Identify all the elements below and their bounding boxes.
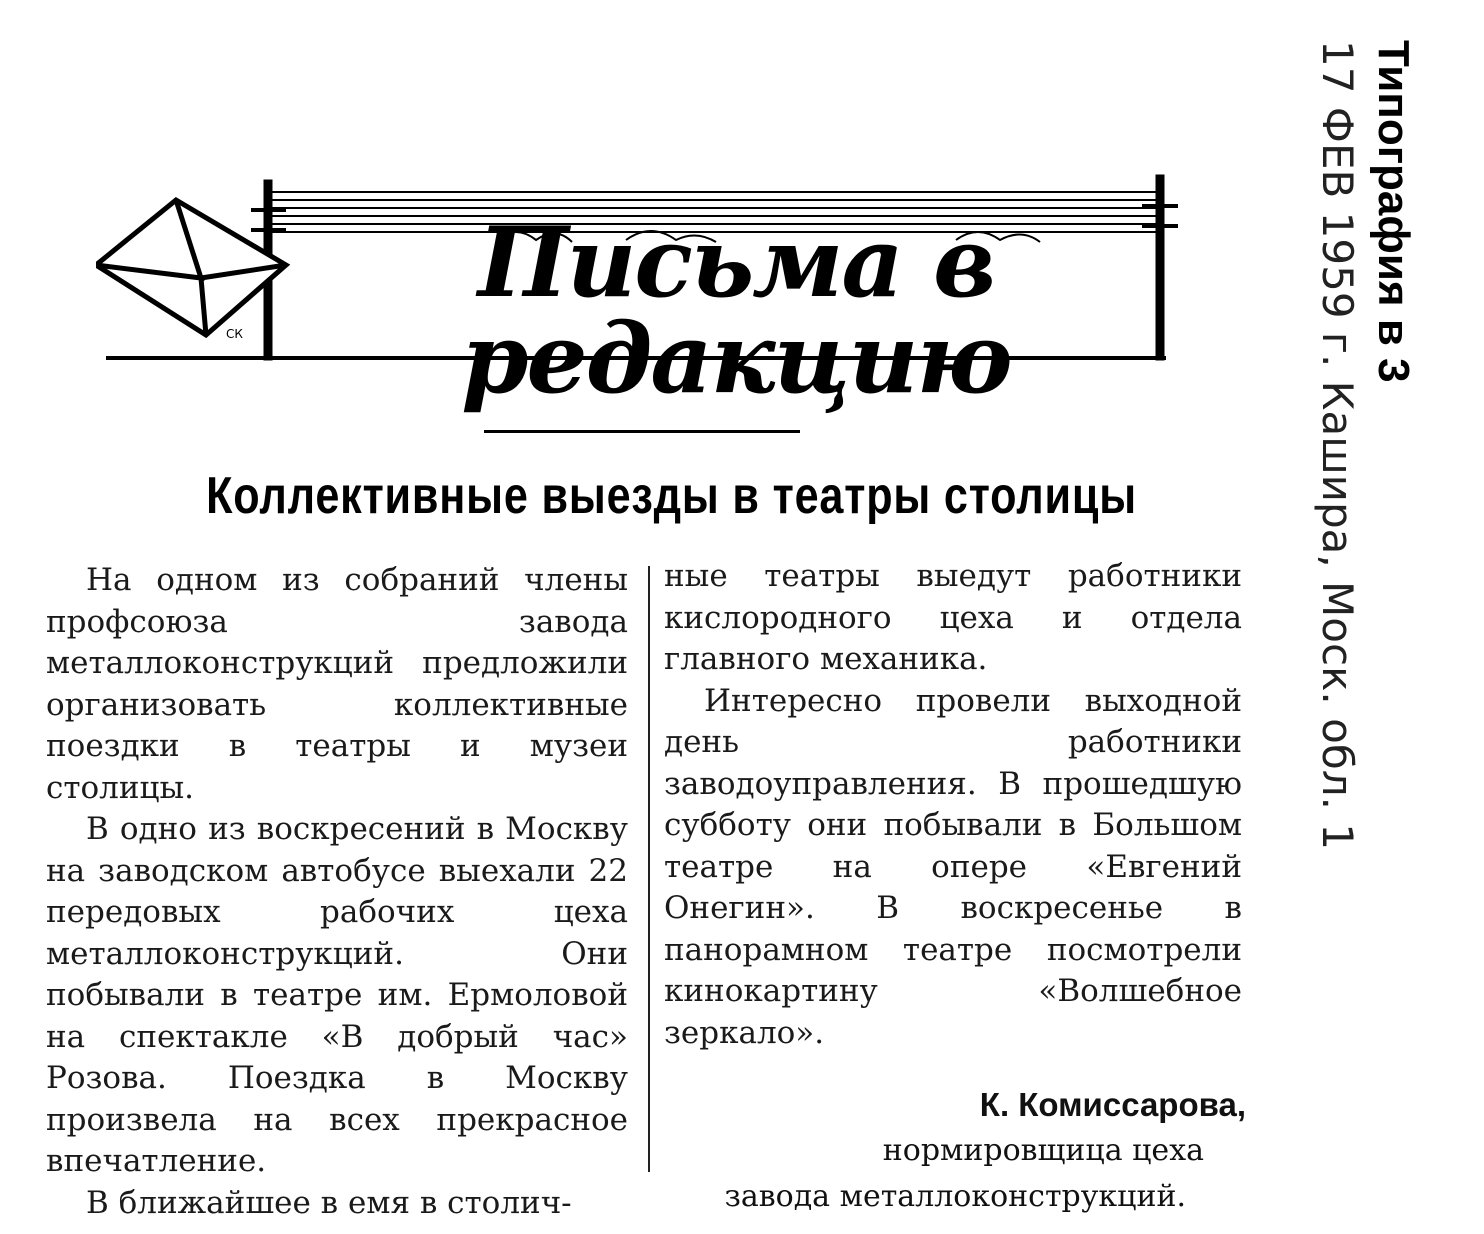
article-headline: Коллективные выезды в театры столицы [206,467,1137,525]
paragraph: Интересно провели выходной день работники заводоуправления. В прошедшую субботу они побывали в Большом театре на опере «Евгений Онегин». В воскресенье в панорамном театре посмотрели кинокартину «Волшебное зеркало». [664,682,1242,1051]
paragraph: В ближайшее в емя в столич- [86,1184,572,1221]
masthead-title: Письма в редакцию [461,206,1011,415]
paragraph: ные театры выедут работники кислородного цеха и отдела главного механика. [664,558,1242,677]
article-column-left [46,560,628,1224]
masthead [96,170,1186,415]
paragraph: На одном из собраний члены профсоюза завода металлоконструкций предложили организовать коллективные поездки в театры и музеи столицы. [46,562,628,806]
envelope-icon [96,200,286,335]
stamp-line: 17 ФЕВ 1959 г. Кашира, Моск. обл. 1 [1313,40,1362,850]
headline-rule [484,430,800,433]
print-stamp [1290,40,1440,1100]
author-role: нормировщица цеха [882,1133,1204,1168]
stamp-line: Типография в 3 [1369,40,1418,383]
author-workplace: завода металлоконструкций. [724,1179,1186,1214]
paragraph: В одно из воскресений в Москву на заводском автобусе выехали 22 передовых рабочих цеха металлоконструкций. Они побывали в театре им. Ермоловой на спектакле «В добрый час» Розова. Поездка в Москву произвела на всех прекрасное впечатление. [46,811,628,1179]
article-column-right [664,556,1242,1054]
signature-block [664,1082,1246,1220]
envelope-mark: СК [226,327,243,341]
column-divider [648,566,650,1172]
author-name: К. Комиссарова, [979,1086,1246,1123]
